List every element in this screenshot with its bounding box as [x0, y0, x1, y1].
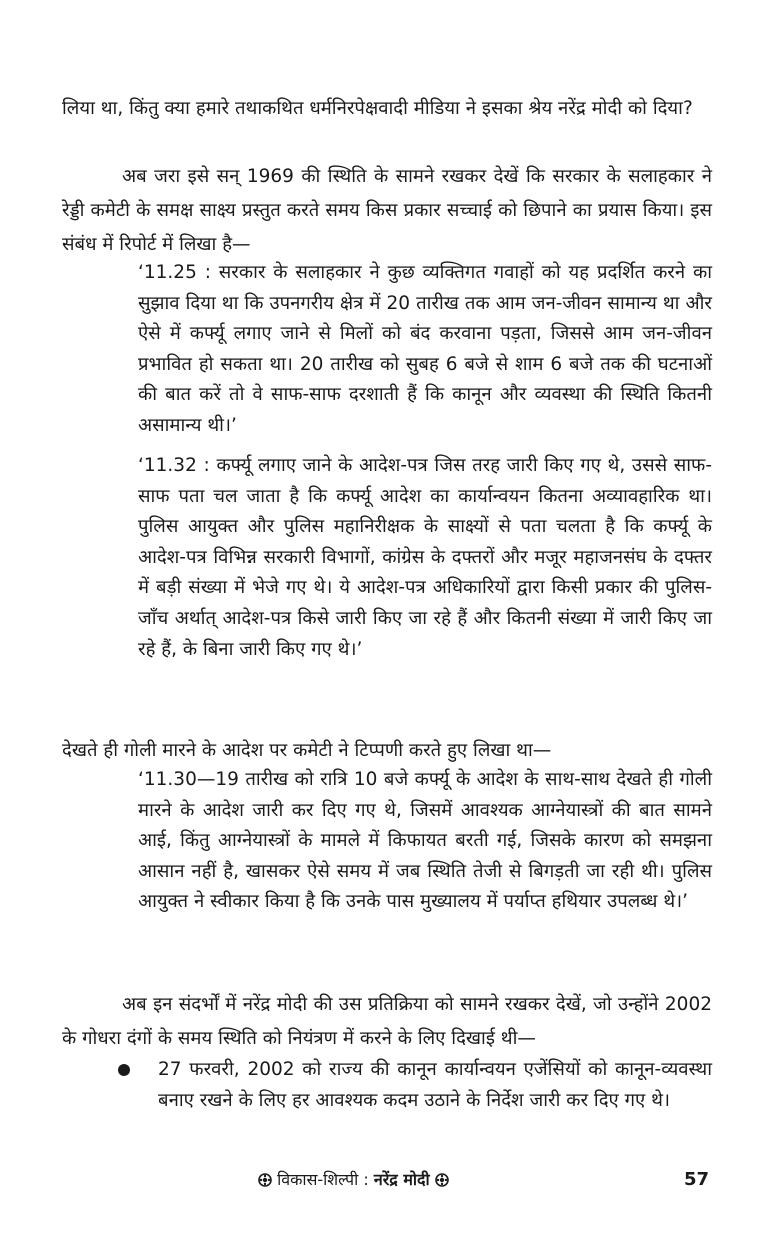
- page-footer: [0, 1166, 777, 1196]
- running-footer: [258, 1168, 449, 1192]
- quote-11-32: ‘11.32 : कर्फ्यू लगाए जाने के आदेश-पत्र जिस तरह जारी किए गए थे, उससे साफ-साफ पता चल जाता है कि कर्फ्यू आदेश का कार्यान्वयन कितना अव्यावहारिक था। पुलिस आयुक्त और पुलिस महानिरीक्षक के साक्ष्यों से पता चलता है कि कर्फ्यू के आदेश-पत्र विभिन्न सरकारी विभागों, कांग्रेस के दफ्तरों और मजूर महाजनसंघ के दफ्तर में बड़ी संख्या में भेजे गए थे। ये आदेश-पत्र अधिकारियों द्वारा किसी प्रकार की पुलिस-जाँच अर्थात् आदेश-पत्र किसे जारी किए जा रहे हैं और कितनी संख्या में जारी किए जा रहे हैं, के बिना जारी किए गए थे।’: [138, 455, 712, 660]
- flower-ornament-icon: [258, 1170, 272, 1184]
- quote-11-30: ‘11.30—19 तारीख को रात्रि 10 बजे कर्फ्यू के आदेश के साथ-साथ देखते ही गोली मारने के आदेश जारी कर दिए गए थे, जिसमें आवश्यक आग्नेयास्त्रों की बात सामने आई, किंतु आग्नेयास्त्रों के मामले में किफायत बरती गई, जिसके कारण को समझना आसान नहीं है, खासकर ऐसे समय में जब स्थिति तेजी से बिगड़ती जा रही थी। पुलिस आयुक्त ने स्वीकार किया है कि उनके पास मुख्यालय में पर्याप्त हथियार उपलब्ध थे।’: [138, 769, 712, 913]
- bullet-text: 27 फरवरी, 2002 को राज्य की कानून कार्यान्वयन एजेंसियों को कानून-व्यवस्था बनाए रखने के लिए हर आवश्यक कदम उठाने के निर्देश जारी कर दिए गए थे।: [158, 1059, 712, 1111]
- author-name: नरेंद्र मोदी: [373, 1170, 430, 1189]
- book-title: विकास-शिल्पी :: [277, 1170, 369, 1189]
- paragraph-godhra-context: अब इन संदर्भों में नरेंद्र मोदी की उस प्रतिक्रिया को सामने रखकर देखें, जो उन्होंने 2002 के गोधरा दंगों के समय स्थिति को नियंत्रण में करने के लिए दिखाई थी—: [62, 994, 712, 1049]
- paragraph-1969-comparison: अब जरा इसे सन् 1969 की स्थिति के सामने रखकर देखें कि सरकार के सलाहकार ने रेड्डी कमेटी के समक्ष साक्ष्य प्रस्तुत करते समय किस प्रकार सच्चाई को छिपाने का प्रयास किया। इस संबंध में रिपोर्ट में लिखा है—: [62, 166, 712, 255]
- paragraph-continuation: लिया था, किंतु क्या हमारे तथाकथित धर्मनिरपेक्षवादी मीडिया ने इसका श्रेय नरेंद्र मोदी को दिया?: [62, 98, 693, 119]
- paragraph-shoot-order: देखते ही गोली मारने के आदेश पर कमेटी ने टिप्पणी करते हुए लिखा था—: [62, 740, 552, 761]
- quote-11-25: ‘11.25 : सरकार के सलाहकार ने कुछ व्यक्तिगत गवाहों को यह प्रदर्शित करने का सुझाव दिया था कि उपनगरीय क्षेत्र में 20 तारीख तक आम जन-जीवन सामान्य था और ऐसे में कर्फ्यू लगाए जाने से मिलों को बंद करवाना पड़ता, जिससे आम जन-जीवन प्रभावित हो सकता था। 20 तारीख को सुबह 6 बजे से शाम 6 बजे तक की घटनाओं की बात करें तो वे साफ-साफ दरशाती हैं कि कानून और व्यवस्था की स्थिति कितनी असामान्य थी।’: [138, 262, 712, 436]
- page-number: 57: [684, 1169, 710, 1190]
- bullet-icon: [118, 1064, 130, 1076]
- flower-ornament-icon: [435, 1170, 449, 1184]
